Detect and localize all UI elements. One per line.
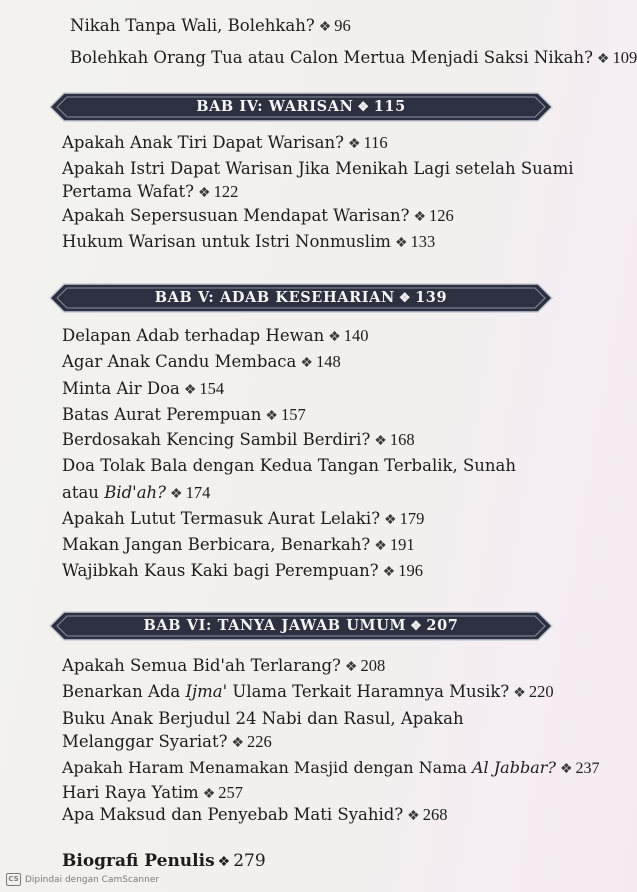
toc-entry: Batas Aurat Perempuan ❖ 157 <box>62 403 570 428</box>
toc-entry: Apakah Sepersusuan Mendapat Warisan? ❖ 126 <box>62 204 570 229</box>
ornament-icon: ❖ <box>300 355 313 371</box>
ornament-icon: ❖ <box>384 512 397 528</box>
toc-entry: Apakah Lutut Termasuk Aurat Lelaki? ❖ 179 <box>62 507 570 532</box>
ornament-icon: ❖ <box>513 685 526 701</box>
toc-entry: Apakah Semua Bid'ah Terlarang? ❖ 208 <box>62 654 570 679</box>
toc-entry-continuation: Melanggar Syariat? ❖ 226 <box>62 730 570 755</box>
toc-entry: Apakah Anak Tiri Dapat Warisan? ❖ 116 <box>62 131 570 156</box>
toc-entry: Makan Jangan Berbicara, Benarkah? ❖ 191 <box>62 533 570 558</box>
ornament-icon: ❖ <box>394 235 408 251</box>
chapter-title: BAB VI: TANYA JAWAB UMUM <box>143 617 407 634</box>
toc-entry: Nikah Tanpa Wali, Bolehkah? ❖ 96 <box>70 14 570 39</box>
chapter-banner <box>50 282 552 314</box>
chapter-banner <box>50 610 552 642</box>
ornament-icon: ❖ <box>410 619 423 634</box>
chapter-page: 115 <box>373 98 406 115</box>
toc-entry: Hari Raya Yatim ❖ 257 <box>62 781 570 806</box>
ornament-icon: ❖ <box>198 185 211 201</box>
camscanner-logo-icon: CS <box>6 873 21 886</box>
toc-entry: Buku Anak Berjudul 24 Nabi dan Rasul, Apakah <box>62 709 464 728</box>
chapter-title: BAB V: ADAB KESEHARIAN <box>154 289 395 306</box>
ornament-icon: ❖ <box>382 564 396 580</box>
scanner-watermark <box>6 873 159 886</box>
chapter-page: 207 <box>426 617 459 634</box>
ornament-icon: ❖ <box>202 786 216 802</box>
toc-entry: Bolehkah Orang Tua atau Calon Mertua Menjadi Saksi Nikah? ❖ 109 <box>70 46 570 71</box>
ornament-icon: ❖ <box>559 761 573 777</box>
ornament-icon: ❖ <box>344 659 358 675</box>
toc-entry: Agar Anak Candu Membaca ❖ 148 <box>62 350 570 375</box>
ornament-icon: ❖ <box>357 100 370 115</box>
toc-entry: Apa Maksud dan Penyebab Mati Syahid? ❖ 268 <box>62 803 570 828</box>
toc-entry-continuation: Pertama Wafat? ❖ 122 <box>62 180 570 205</box>
toc-entry: Apakah Haram Menamakan Masjid dengan Nama Al Jabbar? ❖ 237 <box>62 756 570 781</box>
ornament-icon: ❖ <box>374 433 387 449</box>
ornament-icon: ❖ <box>407 808 420 824</box>
chapter-page: 139 <box>415 289 448 306</box>
toc-entry: Wajibkah Kaus Kaki bagi Perempuan? ❖ 196 <box>62 559 570 584</box>
ornament-icon: ❖ <box>374 538 387 554</box>
toc-entry: Delapan Adab terhadap Hewan ❖ 140 <box>62 324 570 349</box>
toc-entry: Doa Tolak Bala dengan Kedua Tangan Terbalik, Sunah <box>62 456 517 475</box>
ornament-icon: ❖ <box>183 382 197 398</box>
ornament-icon: ❖ <box>170 486 183 502</box>
ornament-icon: ❖ <box>596 51 610 67</box>
toc-entry: Apakah Istri Dapat Warisan Jika Menikah Lagi setelah Suami <box>62 159 574 178</box>
ornament-icon: ❖ <box>398 291 412 306</box>
chapter-banner <box>50 91 552 123</box>
chapter-title: BAB IV: WARISAN <box>196 98 354 115</box>
ornament-icon: ❖ <box>217 854 231 870</box>
toc-entry-biography: Biografi Penulis ❖ 279 <box>62 851 266 871</box>
ornament-icon: ❖ <box>265 408 278 424</box>
toc-entry: Berdosakah Kencing Sambil Berdiri? ❖ 168 <box>62 428 570 453</box>
scanner-text: Dipindai dengan CamScanner <box>25 874 160 885</box>
ornament-icon: ❖ <box>318 19 332 35</box>
toc-entry-continuation: atau Bid'ah? ❖ 174 <box>62 481 570 506</box>
toc-entry: Benarkan Ada Ijma' Ulama Terkait Haramnya Musik? ❖ 220 <box>62 680 570 705</box>
ornament-icon: ❖ <box>413 209 427 225</box>
ornament-icon: ❖ <box>231 735 244 751</box>
ornament-icon: ❖ <box>328 329 341 345</box>
toc-entry: Hukum Warisan untuk Istri Nonmuslim ❖ 133 <box>62 230 570 255</box>
ornament-icon: ❖ <box>347 136 361 152</box>
toc-entry: Minta Air Doa ❖ 154 <box>62 377 570 402</box>
